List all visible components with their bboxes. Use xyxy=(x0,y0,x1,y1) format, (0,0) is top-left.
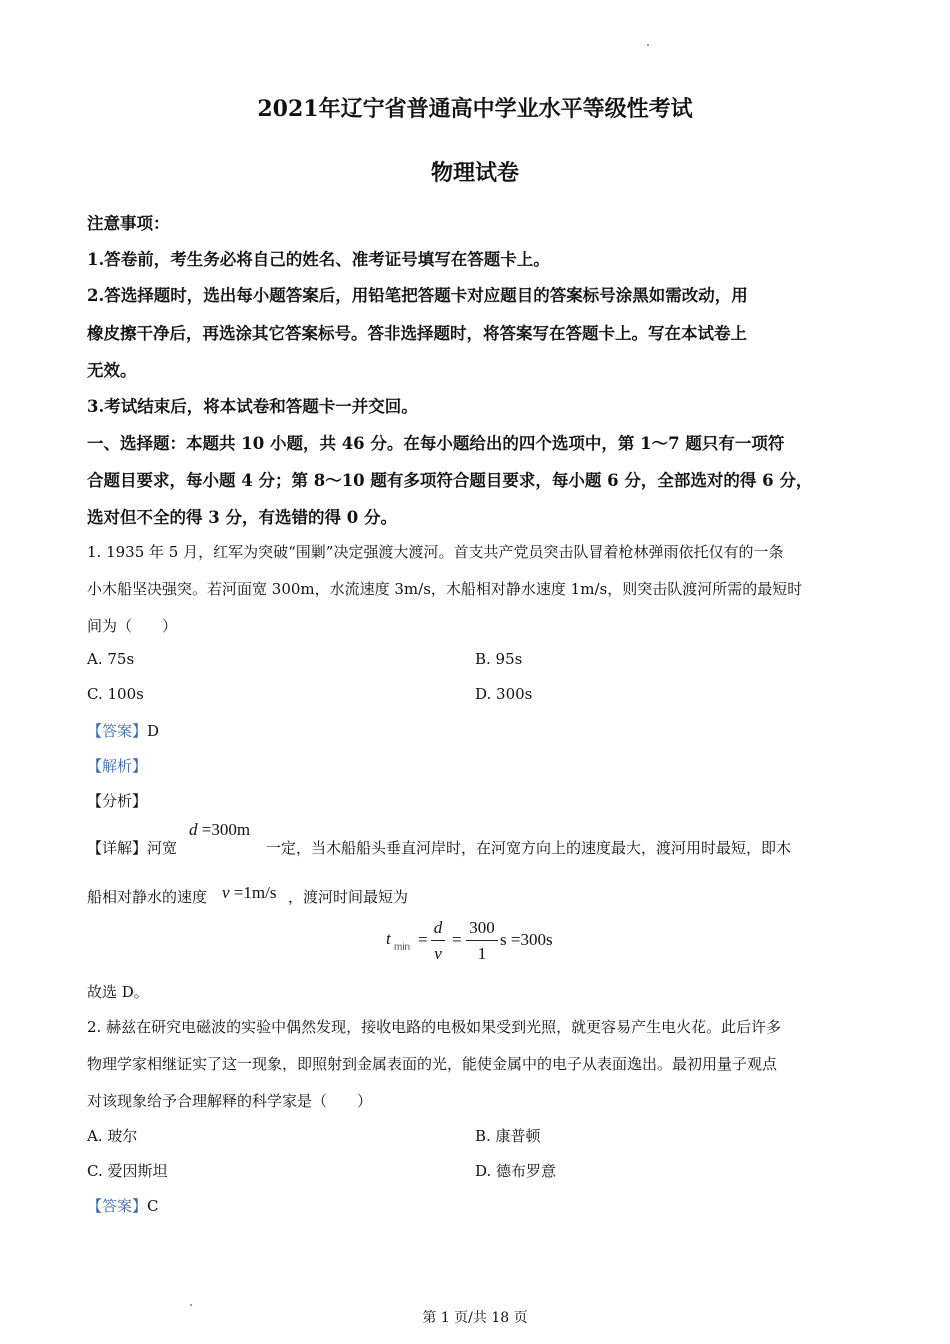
eq-num-1: d xyxy=(433,918,443,937)
q1-option-a: A. 75s xyxy=(87,650,135,668)
q2-stem-line-2: 物理学家相继证实了这一现象，即照射到金属表面的光，能使金属中的电子从表面逸出。最初用量子观点 xyxy=(87,1055,778,1073)
math-d-symbol: d xyxy=(189,820,198,839)
notice-line-2c: 无效。 xyxy=(87,361,137,380)
q2-answer-row xyxy=(87,1195,159,1216)
exam-subtitle: 物理试卷 xyxy=(430,160,519,186)
q1-stem-line-3: 间为（ ） xyxy=(87,617,178,635)
answer-value: C xyxy=(147,1197,159,1215)
q1-option-c: C. 100s xyxy=(87,685,144,703)
detail-tag: 【详解】 xyxy=(87,839,148,857)
eq-equals-1: = xyxy=(418,930,428,949)
answer-value: D xyxy=(147,722,160,740)
q1-analysis-tag: 【解析】 xyxy=(87,757,148,775)
eq-equals-2: = xyxy=(452,930,462,949)
q1-answer-row xyxy=(87,720,159,741)
eq-den-2: 1 xyxy=(477,944,487,963)
q1-stem-line-1: 1. 1935 年 5 月，红军为突破“围剿”决定强渡大渡河。首支共产党员突击队冒着枪林弹雨依托仅有的一条 xyxy=(87,543,784,561)
eq-fraction-bar-2 xyxy=(466,940,498,941)
q2-option-d: D. 德布罗意 xyxy=(475,1162,557,1180)
eq-t-symbol: t xyxy=(386,929,391,948)
q2-stem-line-3: 对该现象给予合理解释的科学家是（ ） xyxy=(87,1092,373,1110)
q1-option-b: B. 95s xyxy=(475,650,523,668)
q1-fenxi-tag: 【分析】 xyxy=(87,792,148,810)
q2-option-b: B. 康普顿 xyxy=(475,1127,541,1145)
notice-line-3: 3.考试结束后，将本试卷和答题卡一并交回。 xyxy=(87,397,418,416)
q2-option-c: C. 爱因斯坦 xyxy=(87,1162,168,1180)
q2-option-a: A. 玻尔 xyxy=(87,1127,138,1145)
section-1-line-1: 一、选择题：本题共 10 小题，共 46 分。在每小题给出的四个选项中，第 1～7 题只有一项符 xyxy=(87,434,785,453)
math-d-value: =300m xyxy=(201,820,251,839)
q1-line-b-pre: 船相对静水的速度 xyxy=(87,888,208,906)
eq-num-2: 300 xyxy=(469,918,495,937)
q1-line-b-post: ，渡河时间最短为 xyxy=(288,888,409,906)
q1-stem-line-2: 小木船坚决强突。若河面宽 300m，水流速度 3m/s，木船相对静水速度 1m/s，则突击队渡河所需的最短时 xyxy=(87,580,803,598)
q1-option-d: D. 300s xyxy=(475,685,533,703)
math-v-value: =1m/s xyxy=(233,883,277,902)
answer-tag: 【答案】 xyxy=(87,1197,148,1215)
eq-tail: s =300s xyxy=(500,930,553,949)
notice-heading: 注意事项： xyxy=(87,214,170,233)
math-v-symbol: v xyxy=(222,883,230,902)
q1-detail-tag-and-pre xyxy=(87,837,177,858)
eq-den-1: v xyxy=(434,944,442,963)
notice-line-2b: 橡皮擦干净后，再选涂其它答案标号。答非选择题时，将答案写在答题卡上。写在本试卷上 xyxy=(87,324,747,343)
math-v-equals-1 xyxy=(222,883,276,903)
page-number: 第 1 页/共 18 页 xyxy=(422,1310,528,1326)
answer-tag: 【答案】 xyxy=(87,722,148,740)
section-1-line-3: 选对但不全的得 3 分，有选错的得 0 分。 xyxy=(87,508,397,527)
section-1-line-2: 合题目要求，每小题 4 分；第 8～10 题有多项符合题目要求，每小题 6 分，全部选对的得 6 分， xyxy=(87,471,813,490)
q1-conclusion: 故选 D。 xyxy=(87,983,149,1001)
q1-detail-post: 一定，当木船船头垂直河岸时，在河宽方向上的速度最大，渡河用时最短，即木 xyxy=(266,839,792,857)
notice-line-2a: 2.答选择题时，选出每小题答案后，用铅笔把答题卡对应题目的答案标号涂黑如需改动，用 xyxy=(87,286,748,305)
eq-fraction-bar-1 xyxy=(431,940,445,941)
scan-dot xyxy=(647,44,649,46)
exam-title: 2021年辽宁省普通高中学业水平等级性考试 xyxy=(257,96,693,122)
notice-line-1: 1.答卷前，考生务必将自己的姓名、准考证号填写在答题卡上。 xyxy=(87,250,550,269)
detail-pre: 河宽 xyxy=(147,839,178,857)
math-d-equals-300m xyxy=(189,820,250,840)
eq-t-subscript: min xyxy=(394,942,411,953)
q2-stem-line-1: 2. 赫兹在研究电磁波的实验中偶然发现，接收电路的电极如果受到光照，就更容易产生电火花。此后许多 xyxy=(87,1018,782,1036)
scan-dot xyxy=(190,1304,192,1306)
